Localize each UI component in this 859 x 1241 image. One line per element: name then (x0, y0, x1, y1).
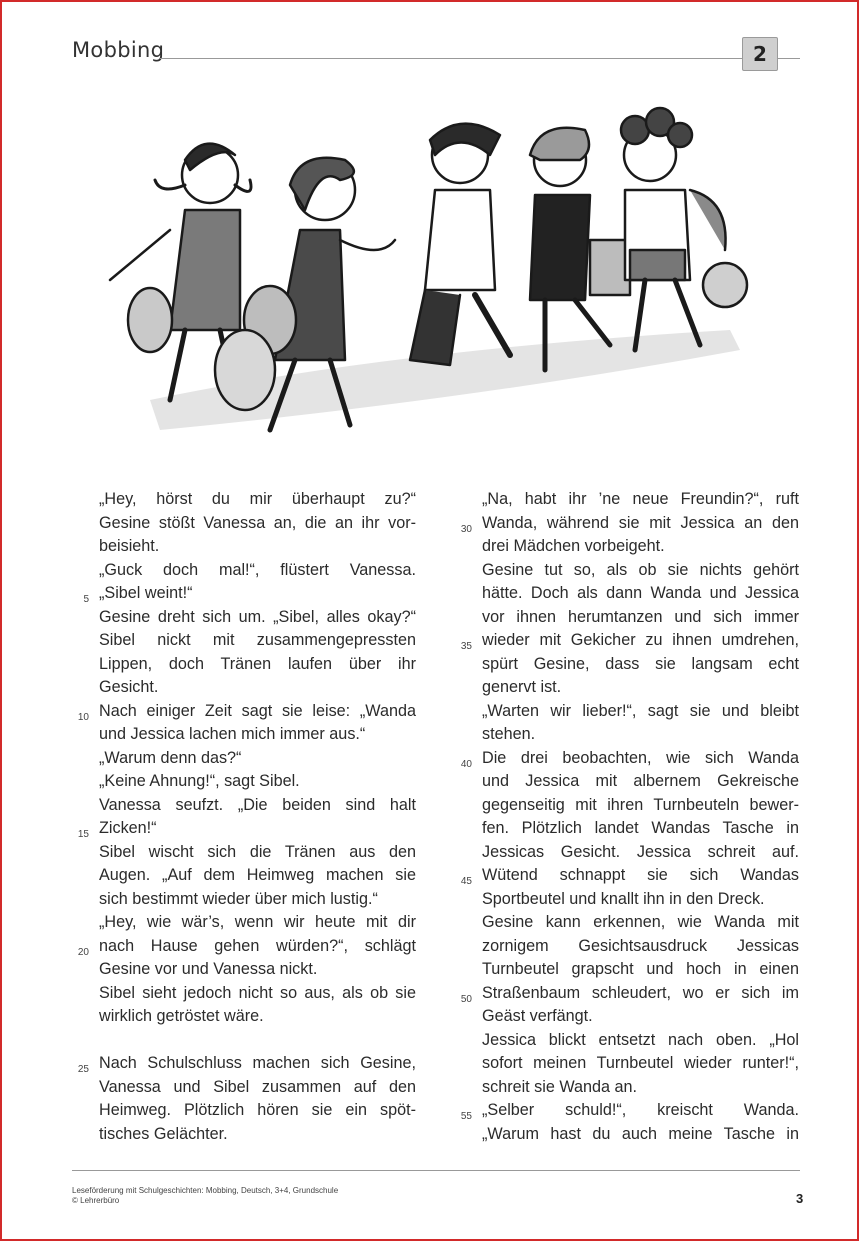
text-line: Gesine vor und Vanessa nickt. (99, 960, 318, 978)
text-line: „Sibel weint!“ (99, 584, 193, 602)
text-line: drei Mädchen vorbeigeht. (482, 537, 665, 555)
text-line: hätte. Doch als dann Wanda und Jessica (482, 584, 799, 602)
text-line: „Warten wir lieber!“, sagt sie und bleibt (482, 701, 799, 720)
text-line: Die drei beobachten, wie sich Wanda (482, 748, 799, 767)
text-line: „Na, habt ihr ’ne neue Freundin?“, ruft (482, 490, 799, 508)
text-line: Nach Schulschluss machen sich Gesine, (99, 1054, 416, 1072)
text-line: spürt Gesine, dass sie langsam echt (482, 654, 799, 673)
text-line: Heimweg. Plötzlich hören sie ein spöt- (99, 1101, 416, 1119)
text-line: „Hey, wie wär’s, wenn wir heute mit dir (99, 913, 416, 931)
line-number: 25 (77, 1064, 89, 1075)
text-line: „Warum hast du auch meine Tasche in (482, 1124, 799, 1143)
text-line: Wütend schnappt sie sich Wandas (482, 866, 799, 884)
text-line: gegenseitig mit ihren Turnbeuteln bewer- (482, 795, 799, 814)
line-number: 20 (77, 946, 89, 958)
line-number: 55 (460, 1111, 472, 1122)
text-line: Sportbeutel und knallt ihn in den Dreck. (482, 889, 765, 908)
text-line: Vanessa seufzt. „Die beiden sind halt (99, 795, 416, 814)
text-line: tisches Gelächter. (99, 1124, 228, 1143)
text-line: „Selber schuld!“, kreischt Wanda. (482, 1101, 799, 1119)
text-line: Jessicas Gesicht. Jessica schreit auf. (482, 842, 799, 861)
text-line: Zicken!“ (99, 819, 157, 837)
text-line: beisieht. (99, 537, 160, 555)
story-column-right (460, 488, 799, 1146)
text-line: „Hey, hörst du mir überhaupt zu?“ (99, 490, 416, 508)
text-line: vor ihnen herumtanzen und sich immer (482, 607, 799, 626)
text-line: nach Hause gehen würden?“, schlägt (99, 936, 416, 955)
footer-credit (72, 1186, 338, 1206)
text-line: Turnbeutel grapscht und hoch in einen (482, 960, 799, 978)
text-line: Gesicht. (99, 678, 159, 696)
text-line: Lippen, doch Tränen laufen über ihr (99, 654, 416, 673)
text-line (99, 1029, 416, 1053)
text-line: und Jessica mit albernem Gekreische (482, 772, 799, 790)
text-line: Gesine stößt Vanessa an, die an ihr vor- (99, 513, 416, 532)
text-line: Sibel sieht jedoch nicht so aus, als ob sie (99, 983, 416, 1002)
text-line: wieder mit Gekicher zu ihnen umdrehen, (482, 631, 799, 649)
text-line: „Guck doch mal!“, flüstert Vanessa. (99, 560, 416, 579)
line-number: 5 (83, 594, 89, 605)
footer-copyright: © Lehrerbüro (72, 1196, 120, 1205)
text-line: „Keine Ahnung!“, sagt Sibel. (99, 772, 300, 790)
text-line: und Jessica lachen mich immer aus.“ (99, 725, 366, 743)
line-number: 10 (77, 711, 89, 723)
text-line: Gesine kann erkennen, wie Wanda mit (482, 913, 799, 931)
children-walking-illustration (90, 100, 770, 445)
text-line: Sibel nickt mit zusammengepressten (99, 631, 416, 649)
line-number: 40 (460, 758, 472, 770)
text-line: Nach einiger Zeit sagt sie leise: „Wanda (99, 701, 416, 720)
text-line: Gesine tut so, als ob sie nichts gehört (482, 560, 799, 579)
text-line: Geäst verfängt. (482, 1007, 593, 1025)
text-line: „Warum denn das?“ (99, 748, 242, 767)
line-number: 45 (460, 876, 472, 887)
text-line: Gesine dreht sich um. „Sibel, alles okay?“ (99, 607, 416, 626)
text-line: Sibel wischt sich die Tränen aus den (99, 842, 416, 861)
line-number: 50 (460, 993, 472, 1005)
story-column-left (77, 488, 416, 1146)
text-line: genervt ist. (482, 678, 562, 696)
text-line: Straßenbaum schleudert, wo er sich im (482, 983, 799, 1002)
text-line: Vanessa und Sibel zusammen auf den (99, 1077, 416, 1096)
line-number: 35 (460, 641, 472, 652)
page-number: 3 (796, 1191, 804, 1206)
footer-source: Leseförderung mit Schulgeschichten: Mobbing, Deutsch, 3+4, Grundschule (72, 1186, 339, 1195)
text-line: Jessica blickt entsetzt nach oben. „Hol (482, 1030, 799, 1049)
page-title: Mobbing (72, 38, 165, 62)
text-line: Augen. „Auf dem Heimweg machen sie (99, 866, 416, 884)
text-line: sofort meinen Turnbeutel wieder runter!“, (482, 1054, 799, 1072)
text-line: wirklich getröstet wäre. (99, 1007, 264, 1025)
text-line: fen. Plötzlich landet Wandas Tasche in (482, 819, 799, 837)
text-line: Wanda, während sie mit Jessica an den (482, 513, 799, 532)
text-line: schreit sie Wanda an. (482, 1077, 638, 1096)
line-number: 15 (77, 829, 89, 840)
line-number: 30 (460, 523, 472, 535)
text-line: zornigem Gesichtsausdruck Jessicas (482, 936, 799, 955)
chapter-badge: 2 (742, 37, 778, 71)
header-rule (160, 58, 800, 59)
text-line: stehen. (482, 725, 536, 743)
text-line: sich bestimmt wieder über mich lustig.“ (99, 889, 378, 908)
footer-rule (72, 1170, 800, 1171)
